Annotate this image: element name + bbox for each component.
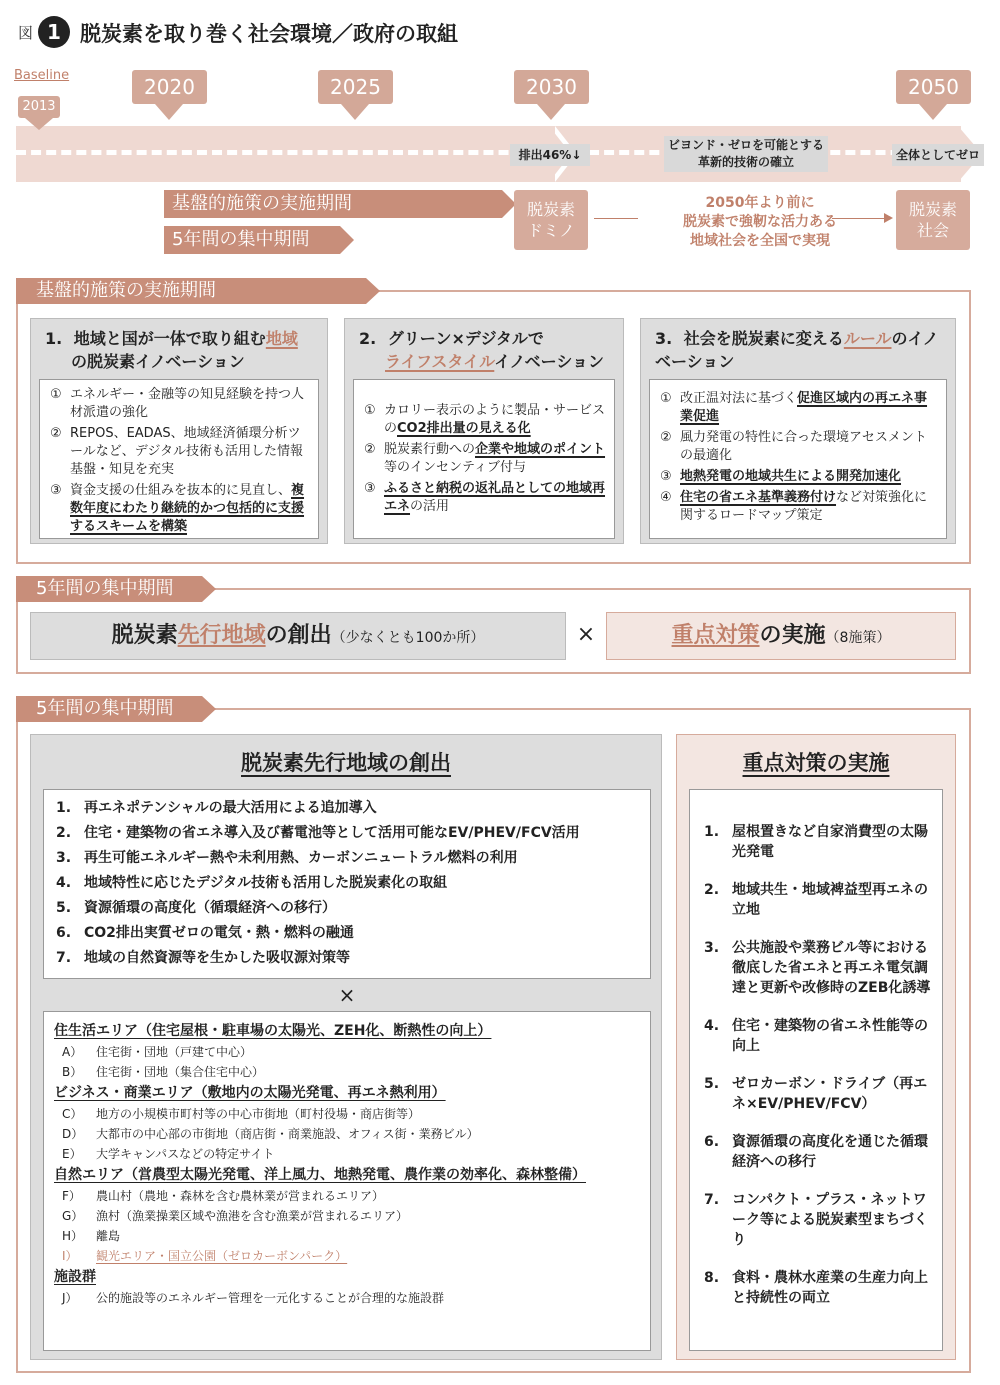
list-item <box>56 921 640 946</box>
column-title-lifestyle <box>345 319 623 373</box>
column-title-part-b: イノベーション <box>494 352 605 371</box>
list-item <box>56 871 640 896</box>
bar-intensive-period: 5年間の集中期間 <box>164 226 340 254</box>
list-item <box>54 1042 640 1062</box>
list-item <box>54 1186 640 1206</box>
item-number: 4. <box>56 875 72 891</box>
item-text: 公共施設や業務ビル等における徹底した省エネと再エネ電気調達と更新や改修時のZEB化誘導 <box>732 940 931 996</box>
section-intensive-summary-tab-tip <box>202 576 216 602</box>
item-number: D） <box>62 1127 84 1141</box>
item-text: 資源循環の高度化（循環経済への移行） <box>84 900 336 916</box>
item-text: 脱炭素行動への <box>384 442 476 457</box>
item-text: 観光エリア・国立公園（ゼロカーボンパーク） <box>96 1249 348 1263</box>
tag-beyond-zero-line2: 革新的技術の確立 <box>697 155 794 169</box>
priority-measures-list-box <box>689 789 943 1351</box>
list-item <box>56 946 640 971</box>
page-title: 脱炭素を取り巻く社会環境／政府の取組 <box>80 22 458 46</box>
item-number: ③ <box>660 469 672 484</box>
item-number: H） <box>62 1229 84 1243</box>
goal-line2: 脱炭素で強靭な活力ある <box>683 214 837 230</box>
item-text-emphasis: ふるさと納税の返礼品としての地域再エネ <box>384 481 606 514</box>
item-number: ① <box>50 387 62 402</box>
domino-line1: 脱炭素 <box>526 200 575 219</box>
item-text: 再生可能エネルギー熱や未利用熱、カーボンニュートラル燃料の利用 <box>84 850 518 866</box>
list-item <box>660 429 938 465</box>
year-pin-2030: 2030 <box>514 70 589 104</box>
times-sign: × <box>338 983 356 1007</box>
decarbon-domino-box <box>514 190 588 250</box>
item-text: コンパクト・プラス・ネットワーク等による脱炭素型まちづくり <box>732 1192 928 1248</box>
item-text: CO2排出実質ゼロの電気・熱・燃料の融通 <box>84 925 354 941</box>
item-text: 食料・農林水産業の生産力向上と持続性の両立 <box>732 1270 928 1306</box>
column-title-part-a: 地域と国が一体で取り組む <box>73 329 266 348</box>
priority-measures-title: 重点対策の実施 <box>742 751 890 775</box>
innovation-column-regional <box>30 318 328 544</box>
item-text: 住宅街・団地（戸建て中心） <box>96 1045 253 1059</box>
item-text: REPOS、EADAS、地域経済循環分析ツールなど、デジタル技術も活用した情報基盤・知見を充実 <box>70 426 303 477</box>
item-number: 6. <box>56 925 72 941</box>
column-title-rules <box>641 319 955 373</box>
leading-regions-title: 脱炭素先行地域の創出 <box>241 751 451 775</box>
item-number: 3. <box>56 850 72 866</box>
list-item <box>56 896 640 921</box>
priority-measures-panel <box>676 734 956 1360</box>
connector-line-right <box>832 218 884 219</box>
item-text-tail: の活用 <box>410 499 450 514</box>
column-items-box <box>39 379 319 539</box>
list-item <box>50 425 310 479</box>
item-number: C） <box>62 1107 83 1121</box>
year-pin-2050-tip <box>919 104 947 120</box>
list-item <box>704 1132 932 1172</box>
item-number: ② <box>50 426 62 441</box>
leading-regions-list-box <box>43 789 651 979</box>
column-title-regional <box>31 319 327 373</box>
area-heading-business: ビジネス・商業エリア（敷地内の太陽光発電、再エネ熱利用） <box>54 1085 446 1101</box>
item-number: G） <box>62 1209 84 1223</box>
section-intensive-summary-tab: 5年間の集中期間 <box>16 576 202 602</box>
item-number: 6. <box>704 1134 720 1150</box>
column-title-part-a: 社会を脱炭素に変える <box>683 329 844 348</box>
list-item <box>54 1062 640 1082</box>
list-item <box>704 1016 932 1056</box>
times-sign: × <box>576 622 596 647</box>
list-item <box>364 402 606 438</box>
item-text: 屋根置きなど自家消費型の太陽光発電 <box>732 824 928 860</box>
summary-text-a: 脱炭素 <box>111 623 178 648</box>
tag-beyond-zero-line1: ビヨンド・ゼロを可能とする <box>667 138 824 152</box>
column-title-accent: ルール <box>843 329 892 348</box>
baseline-label: Baseline <box>14 68 70 83</box>
item-text-emphasis: 促進区域内の再エネ事業促進 <box>680 391 928 424</box>
item-number: 7. <box>704 1192 720 1208</box>
list-item <box>54 1206 640 1226</box>
area-heading-facilities: 施設群 <box>54 1269 96 1285</box>
tag-2050-zero: 全体としてゼロ <box>892 144 984 166</box>
tag-2030-reduction: 排出46%↓ <box>510 144 590 166</box>
year-pin-2020-tip <box>155 104 183 120</box>
section-foundation-tab: 基盤的施策の実施期間 <box>16 278 366 304</box>
list-item <box>660 390 938 426</box>
item-number: 3. <box>704 940 720 956</box>
list-item <box>50 482 310 536</box>
summary-note: （8施策） <box>825 630 891 646</box>
item-text: 農山村（農地・森林を含む農林業が営まれるエリア） <box>96 1189 385 1203</box>
list-item <box>56 846 640 871</box>
list-item <box>704 1074 932 1114</box>
summary-note: （少なくとも100か所） <box>331 630 485 646</box>
item-number: ① <box>660 391 672 406</box>
item-number: 1. <box>56 800 72 816</box>
year-pin-2013: 2013 <box>18 96 60 118</box>
column-title-part-b: の脱炭素イノベーション <box>71 352 245 371</box>
list-item <box>54 1124 640 1144</box>
item-text: 住宅・建築物の省エネ導入及び蓄電池等として活用可能なEV/PHEV/FCV活用 <box>84 825 580 841</box>
item-number: ③ <box>364 481 376 496</box>
item-number: ① <box>364 403 376 418</box>
item-text: ゼロカーボン・ドライブ（再エネ×EV/PHEV/FCV） <box>732 1076 928 1112</box>
item-text-emphasis: 住宅の省エネ基準義務付け <box>680 490 837 505</box>
item-text-tail: など対策強化に関するロードマップ策定 <box>680 490 928 523</box>
column-number: 3. <box>655 329 673 348</box>
year-pin-2025: 2025 <box>318 70 393 104</box>
item-number: 2. <box>704 882 720 898</box>
item-text: 資金支援の仕組みを抜本的に見直し、 <box>70 483 292 498</box>
item-number: 5. <box>56 900 72 916</box>
list-item <box>704 1190 932 1250</box>
item-text: 大都市の中心部の市街地（商店街・商業施設、オフィス街・業務ビル） <box>96 1127 479 1141</box>
list-item <box>54 1144 640 1164</box>
list-item <box>54 1226 640 1246</box>
column-items-box <box>353 379 615 539</box>
figure-number-badge: 1 <box>38 16 70 48</box>
leading-regions-panel <box>30 734 662 1360</box>
item-text: 住宅街・団地（集合住宅中心） <box>96 1065 265 1079</box>
year-pin-2025-tip <box>341 104 369 120</box>
item-text-emphasis: 企業や地域のポイント <box>475 442 606 457</box>
bar-foundation-period: 基盤的施策の実施期間 <box>164 190 502 218</box>
item-number: ④ <box>660 490 672 505</box>
list-item <box>660 489 938 525</box>
item-text: 公的施設等のエネルギー管理を一元化することが合理的な施設群 <box>96 1291 445 1305</box>
connector-line-left <box>594 218 638 219</box>
item-text-emphasis: CO2排出量の見える化 <box>397 421 531 436</box>
column-title-accent: 地域 <box>265 329 298 348</box>
area-types-box <box>43 1011 651 1351</box>
summary-text-b: の創出 <box>265 623 332 648</box>
item-number: J） <box>62 1291 78 1305</box>
list-item-highlighted <box>54 1246 640 1266</box>
list-item <box>364 441 606 477</box>
item-text: 風力発電の特性に合った環境アセスメントの最適化 <box>680 430 927 463</box>
summary-priority-measures <box>606 612 956 660</box>
goal-line1: 2050年より前に <box>705 195 815 211</box>
list-item <box>54 1288 640 1308</box>
column-items-box <box>649 379 947 539</box>
column-title-accent: ライフスタイル <box>385 352 495 371</box>
summary-text-accent: 重点対策 <box>671 623 760 648</box>
year-pin-2030-tip <box>537 104 565 120</box>
item-text: 地域特性に応じたデジタル技術も活用した脱炭素化の取組 <box>84 875 448 891</box>
connector-arrow-icon <box>884 213 893 223</box>
item-text: カロリー表示のように製品・サービスの <box>384 403 606 436</box>
item-number: ② <box>660 430 672 445</box>
column-title-part-a: グリーン×デジタルで <box>387 329 544 348</box>
item-text: 地方の小規模市町村等の中心市街地（町村役場・商店街等） <box>96 1107 421 1121</box>
society-line2: 社会 <box>916 221 949 240</box>
section-intensive-detail-tab: 5年間の集中期間 <box>16 696 202 722</box>
item-number: 5. <box>704 1076 720 1092</box>
item-number: 2. <box>56 825 72 841</box>
item-text: 地域の自然資源等を生かした吸収源対策等 <box>84 950 350 966</box>
item-number: I） <box>62 1249 78 1263</box>
list-item <box>56 796 640 821</box>
innovation-column-lifestyle <box>344 318 624 544</box>
summary-text-b: の実施 <box>759 623 826 648</box>
list-item <box>704 822 932 862</box>
summary-text-accent: 先行地域 <box>177 623 266 648</box>
item-number: ② <box>364 442 376 457</box>
area-heading-nature: 自然エリア（営農型太陽光発電、洋上風力、地熱発電、農作業の効率化、森林整備） <box>54 1167 586 1183</box>
bar-intensive-period-tip <box>340 226 354 254</box>
item-text-tail: 等のインセンティブ付与 <box>384 460 526 475</box>
item-text: 資源循環の高度化を通じた循環経済への移行 <box>732 1134 928 1170</box>
innovation-column-rules <box>640 318 956 544</box>
item-number: B） <box>62 1065 83 1079</box>
item-text: 再エネポテンシャルの最大活用による追加導入 <box>84 800 377 816</box>
decarbon-society-box <box>896 190 970 250</box>
list-item <box>56 821 640 846</box>
list-item <box>660 468 938 486</box>
item-number: F） <box>62 1189 81 1203</box>
list-item <box>704 880 932 920</box>
list-item <box>704 938 932 998</box>
list-item <box>704 1268 932 1308</box>
item-text-emphasis: 複数年度にわたり継続的かつ包括的に支援するスキームを構築 <box>70 483 305 534</box>
column-title-part-b: のイノベーション <box>655 329 939 371</box>
item-text-emphasis: 地熱発電の地域共生による開発加速化 <box>680 469 902 484</box>
figure-label: 図 <box>18 24 34 42</box>
goal-statement <box>640 194 880 251</box>
domino-line2: ドミノ <box>526 221 575 240</box>
society-line1: 脱炭素 <box>908 200 957 219</box>
tag-beyond-zero <box>664 136 828 172</box>
column-number: 2. <box>359 329 377 348</box>
column-number: 1. <box>45 329 63 348</box>
item-text: 離島 <box>96 1229 121 1243</box>
item-text: 大学キャンパスなどの特定サイト <box>96 1147 275 1161</box>
item-number: 8. <box>704 1270 720 1286</box>
item-text: 住宅・建築物の省エネ性能等の向上 <box>732 1018 928 1054</box>
item-text: 地域共生・地域裨益型再エネの立地 <box>732 882 928 918</box>
item-text: 改正温対法に基づく <box>680 391 798 406</box>
item-number: 4. <box>704 1018 720 1034</box>
item-number: A） <box>62 1045 83 1059</box>
goal-line3: 地域社会を全国で実現 <box>690 233 830 249</box>
item-number: E） <box>62 1147 82 1161</box>
area-heading-residential: 住生活エリア（住宅屋根・駐車場の太陽光、ZEH化、断熱性の向上） <box>54 1023 492 1039</box>
summary-leading-regions <box>30 612 566 660</box>
list-item <box>50 386 310 422</box>
item-number: ③ <box>50 483 62 498</box>
list-item <box>364 480 606 516</box>
section-intensive-detail-tab-tip <box>202 696 216 722</box>
item-text: 漁村（漁業操業区域や漁港を含む漁業が営まれるエリア） <box>96 1209 409 1223</box>
item-text: エネルギー・金融等の知見経験を持つ人材派遣の強化 <box>70 387 305 420</box>
list-item <box>54 1104 640 1124</box>
timeline-dashed-line <box>16 150 976 155</box>
year-pin-2013-tip <box>25 118 53 130</box>
item-number: 1. <box>704 824 720 840</box>
year-pin-2050: 2050 <box>896 70 971 104</box>
item-number: 7. <box>56 950 72 966</box>
section-foundation-tab-tip <box>366 278 380 304</box>
year-pin-2020: 2020 <box>132 70 207 104</box>
